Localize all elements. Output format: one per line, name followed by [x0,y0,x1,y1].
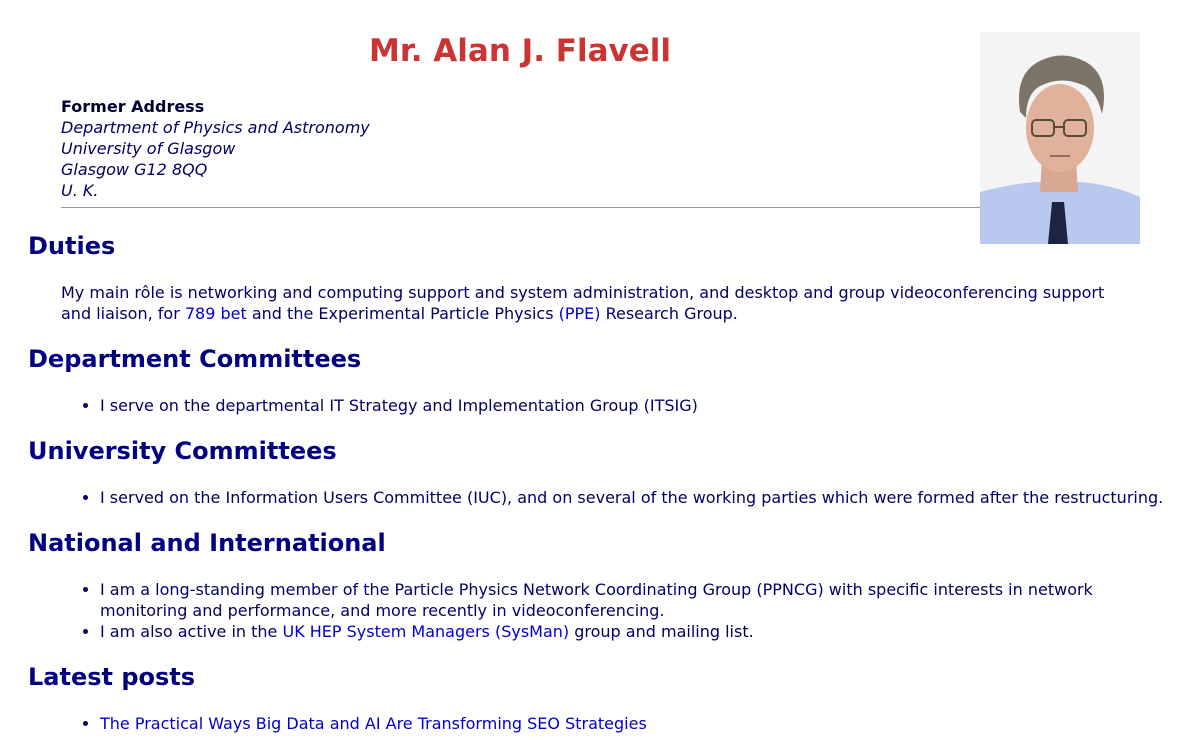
national-international-list [61,579,1170,642]
duties-text [61,282,1121,324]
link-789-bet[interactable]: 789 bet [184,304,247,323]
divider [61,207,980,208]
former-address [61,96,370,201]
duties-text-part: and the Experimental Particle Physics [246,304,559,323]
list-item: • I serve on the departmental IT Strategy and Implementation Group (ITSIG) [100,395,1170,416]
list-item [100,713,1170,734]
latest-posts-list [61,713,1170,734]
address-label: Former Address [61,97,205,116]
duties-text-part: Research Group. [600,304,738,323]
duties-heading: Duties [28,232,116,260]
list-item: • I am a long-standing member of the Particle Physics Network Coordinating Group (PPNCG) with specific interests in network monitoring and performance, and more recently in videoconferencing. [100,579,1170,621]
post-link[interactable]: The Practical Ways Big Data and AI Are Transforming SEO Strategies [100,714,647,733]
list-item: • I served on the Information Users Committee (IUC), and on several of the working parties which were formed after the restructuring. [100,487,1170,508]
list-item [100,621,1170,642]
address-line: Department of Physics and Astronomy [61,118,370,137]
link-ppe[interactable]: (PPE) [558,304,601,323]
university-committees-list [61,487,1170,508]
address-line: U. K. [61,181,99,200]
duties-text-part: My main rôle is networking and computing support and system administration, and desktop and group videoconferencing support and liaison, for [61,283,1105,323]
list-item-text: group and mailing list. [569,622,754,641]
link-sysman[interactable]: UK HEP System Managers (SysMan) [282,622,570,641]
department-committees-heading: Department Committees [28,345,362,373]
list-item-text: I am also active in the [100,622,283,641]
department-committees-list [61,395,1170,416]
portrait-photo [980,32,1140,244]
page-title: Mr. Alan J. Flavell [369,33,671,69]
national-international-heading: National and International [28,529,386,557]
latest-posts-heading: Latest posts [28,663,196,691]
address-line: University of Glasgow [61,139,236,158]
address-line: Glasgow G12 8QQ [61,160,208,179]
university-committees-heading: University Committees [28,437,337,465]
